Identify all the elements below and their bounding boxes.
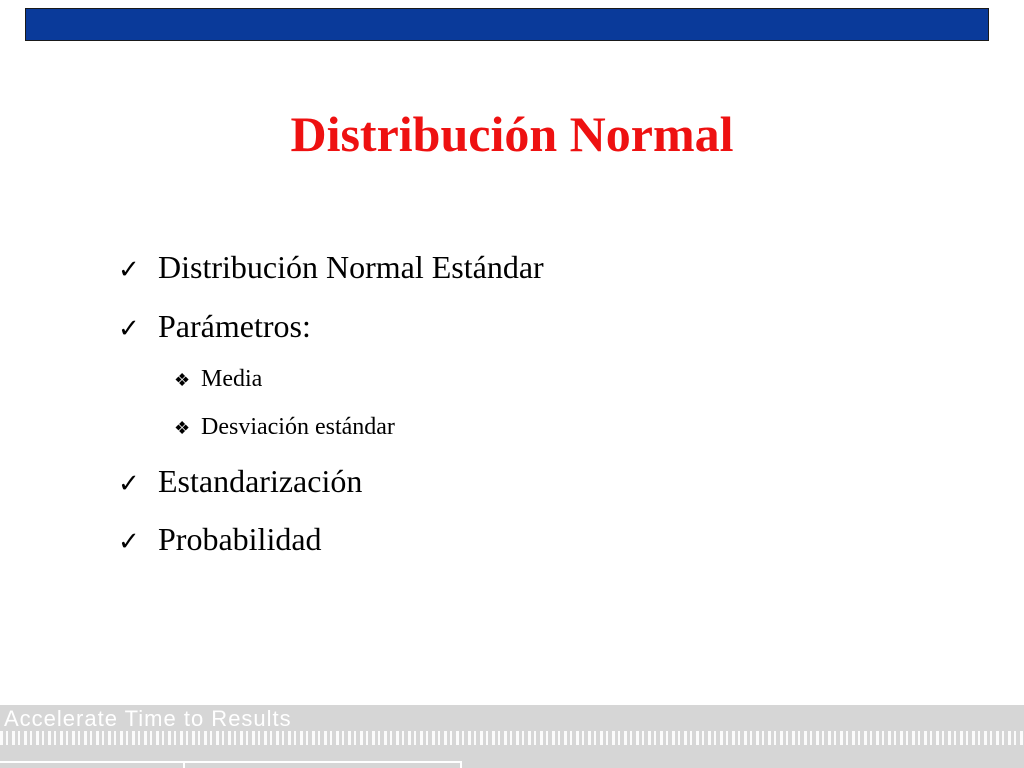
- footer-tagline: Accelerate Time to Results: [4, 706, 292, 731]
- check-icon: ✓: [118, 469, 140, 498]
- bullet-item: [118, 245, 544, 292]
- footer-divider: [0, 761, 462, 763]
- bullet-text: Distribución Normal Estándar: [158, 249, 544, 285]
- check-icon: ✓: [118, 255, 140, 284]
- diamond-icon: ❖: [174, 418, 191, 438]
- bullet-text: Parámetros:: [158, 308, 311, 344]
- check-icon: ✓: [118, 527, 140, 556]
- bullet-item: [118, 517, 322, 564]
- sub-bullet-item: [174, 411, 395, 444]
- check-icon: ✓: [118, 314, 140, 343]
- bullet-item: [118, 459, 362, 506]
- sub-bullet-text: Media: [201, 366, 263, 392]
- footer-pattern: [0, 731, 1024, 745]
- bullet-item: [118, 304, 311, 351]
- header-bar: [25, 8, 989, 41]
- bullet-text: Estandarización: [158, 463, 363, 499]
- slide-title: Distribución Normal: [290, 106, 734, 162]
- bullet-text: Probabilidad: [158, 521, 322, 557]
- diamond-icon: ❖: [174, 370, 191, 390]
- footer-banner: [0, 705, 1024, 768]
- footer-divider-tick: [183, 761, 185, 768]
- sub-bullet-item: [174, 363, 262, 396]
- footer-divider-tick: [460, 761, 462, 768]
- sub-bullet-text: Desviación estándar: [201, 414, 395, 440]
